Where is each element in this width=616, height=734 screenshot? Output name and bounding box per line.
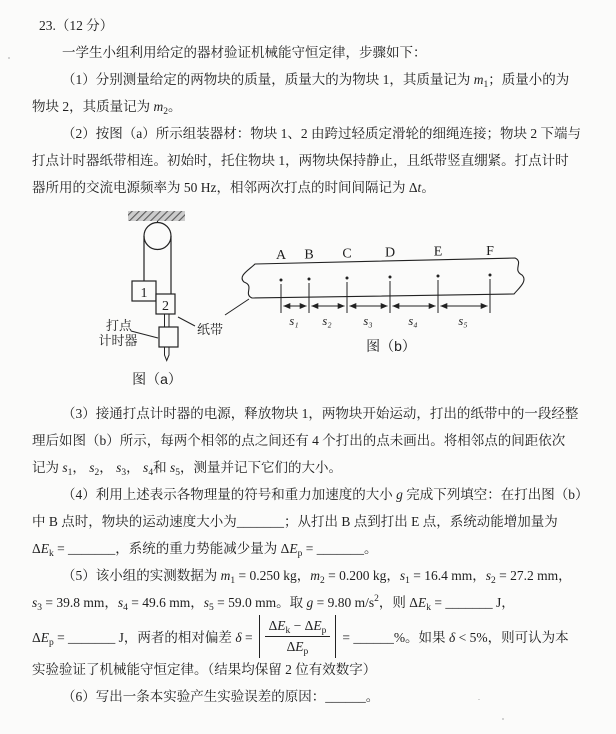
tape-dot [437, 275, 440, 278]
timer-label-line2: 计时器 [98, 333, 138, 348]
tape-leader-line [178, 317, 195, 326]
tape-dot [308, 278, 311, 281]
delta-line-pre: $\Delta E_p$ = _______ J，两者的相对偏差 δ = [32, 630, 253, 648]
figure-b [242, 244, 524, 354]
intro-line: 一学生小组利用给定的器材验证机械能守恒定律，步骤如下： [62, 45, 427, 60]
problem-23 [32, 12, 592, 710]
step4-line-1: （4）利用上述表示各物理量的符号和重力加速度的大小 g 完成下列填空：在打出图（b） [62, 487, 589, 502]
point-label: B [304, 247, 314, 263]
figure-b-caption: 图（b） [366, 338, 416, 354]
fraction-denominator: $\Delta E_p$ [286, 638, 309, 657]
figure-a-caption: 图（a） [132, 371, 182, 387]
step3-line-3: 记为 $s_1$， $s_2$， $s_3$， $s_4$和 $s_5$，测量并记下它们的大小。 [32, 460, 342, 478]
spacing-label: s₁ [289, 314, 299, 328]
step1-line-1: （1）分别测量给定的两物块的质量，质量大的为物块 1，其质量记为 $m_1$；质量小的为 [62, 72, 570, 90]
scan-noise-dot [502, 718, 504, 720]
ceiling-mount [128, 211, 185, 221]
scan-noise-dot [8, 57, 10, 59]
step5-closing-line: 实验验证了机械能守恒定律。（结果均保留 2 位有效数字） [32, 662, 377, 677]
point-label: F [486, 244, 494, 259]
point-label: A [275, 248, 287, 263]
step5-line-1: （5）该小组的实测数据为 $m_1 = 0.250$ kg，$m_2 = 0.200$ kg，$s_1 = 16.4$ mm，$s_2 = 27.2$ mm， [62, 568, 572, 586]
spacing-label: s₂ [322, 314, 332, 328]
figure-area [32, 201, 592, 400]
step3-line-2: 理后如图（b）所示，每两个相邻的点之间还有 4 个打出的点未画出。将相邻点的间距依次 [32, 433, 566, 448]
tape-dot [489, 274, 492, 277]
spacing-label: s₅ [458, 314, 468, 328]
tape-dot [346, 277, 349, 280]
step2-line-3: 器所用的交流电源频率为 50 Hz，相邻两次打点的时间间隔记为 Δt。 [32, 180, 435, 195]
timer-box [159, 327, 178, 347]
tape-leader-line [225, 299, 249, 315]
step6-line: （6）写出一条本实验产生实验误差的原因：______。 [62, 689, 380, 704]
step2-line-2: 打点计时器纸带相连。初始时，托住物块 1，两物块保持静止，且纸带竖直绷紧。打点计时 [32, 153, 569, 168]
tape-dot [280, 279, 283, 282]
apparatus-and-tape-diagram [90, 203, 552, 402]
fraction [265, 617, 331, 656]
step4-line-2: 中 B 点时，物块的运动速度大小为_______；从打出 B 点到打出 E 点，系统动能增加量为 [32, 514, 558, 529]
timer-label-line1: 打点 [105, 318, 133, 333]
tape-dot [389, 276, 392, 279]
step4-line-3: $\Delta E_k$ = _______，系统的重力势能减少量为 $\Delta E_p$ = _______。 [32, 541, 378, 559]
spacing-label: s₃ [363, 314, 373, 328]
step5-relative-deviation-line [32, 616, 592, 656]
paper-tape-end [165, 347, 170, 361]
figure-a [98, 211, 249, 387]
problem-number: 23.（12 分） [39, 18, 114, 33]
pulley-icon [144, 223, 171, 250]
fraction-numerator: $\Delta E_k - \Delta E_p$ [265, 617, 331, 637]
tape-band [242, 258, 524, 298]
relative-deviation-formula [259, 615, 337, 658]
delta-line-post: = ______%。如果 δ < 5%，则可认为本 [342, 630, 569, 645]
step3-line-1: （3）接通打点计时器的电源，释放物块 1，两物块开始运动，打出的纸带中的一段经整 [62, 406, 579, 421]
point-label: C [342, 246, 352, 262]
spacing-label: s₄ [408, 314, 418, 328]
block-1-label: 1 [140, 286, 148, 301]
block-2-label: 2 [162, 299, 169, 314]
step5-line-2: $s_3 = 39.8$ mm，$s_4 = 49.6$ mm，$s_5 = 59.0$ mm。取 g = 9.80 $m/s^2$，则 $\Delta E_k$ = _______ J， [32, 594, 515, 613]
step1-line-2: 物块 2，其质量记为 $m_2$。 [32, 99, 182, 117]
point-label: E [433, 244, 443, 260]
tape-label: 纸带 [196, 322, 224, 337]
step2-line-1: （2）按图（a）所示组装器材：物块 1、2 由跨过轻质定滑轮的细绳连接；物块 2 下端与 [62, 126, 581, 141]
point-label: D [384, 245, 396, 261]
